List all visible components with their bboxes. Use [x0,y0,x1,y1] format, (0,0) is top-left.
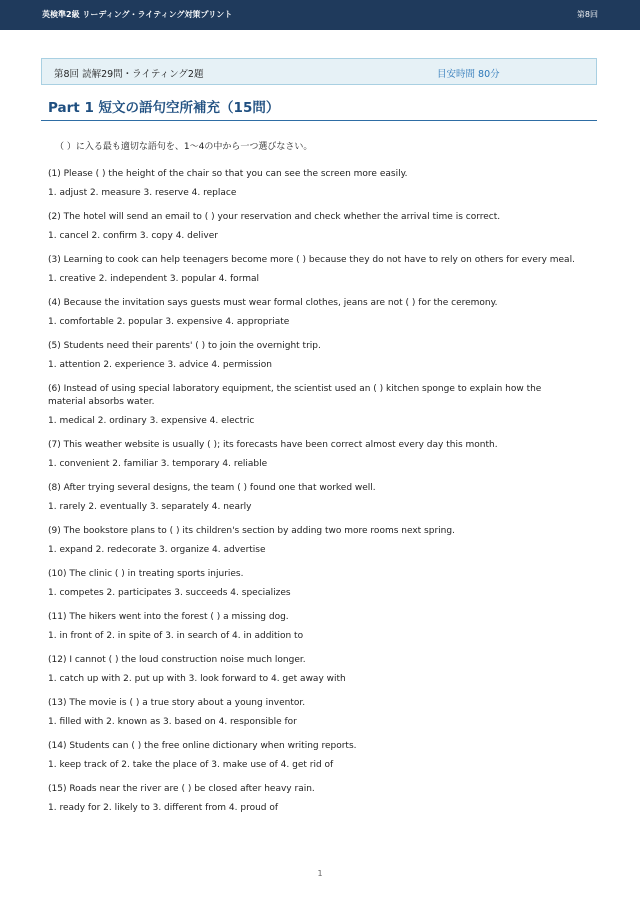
question-options: 1. filled with 2. known as 3. based on 4. responsible for [48,717,297,727]
question-item [48,525,578,557]
question-item [48,168,578,200]
question-item [48,340,578,372]
question-item [48,654,578,686]
part-title: Part 1 短文の語句空所補充（15問） [48,100,280,116]
question-text: (3) Learning to cook can help teenagers become more ( ) because they do not have to rely on others for every meal. [48,255,575,265]
question-options: 1. ready for 2. likely to 3. different from 4. proud of [48,803,279,813]
question-item [48,211,578,243]
question-text: (5) Students need their parents' ( ) to join the overnight trip. [48,341,321,351]
question-options: 1. catch up with 2. put up with 3. look forward to 4. get away with [48,674,346,684]
question-options: 1. adjust 2. measure 3. reserve 4. replace [48,188,237,198]
question-text: (4) Because the invitation says guests must wear formal clothes, jeans are not ( ) for the ceremony. [48,298,498,308]
question-text: (12) I cannot ( ) the loud construction noise much longer. [48,655,306,665]
question-item [48,383,578,428]
question-options: 1. comfortable 2. popular 3. expensive 4. appropriate [48,317,290,327]
question-options: 1. attention 2. experience 3. advice 4. permission [48,360,272,370]
question-text: (10) The clinic ( ) in treating sports injuries. [48,569,244,579]
top-header-bar [0,0,640,30]
question-text: (9) The bookstore plans to ( ) its children's section by adding two more rooms next spring. [48,526,455,536]
question-text: (8) After trying several designs, the team ( ) found one that worked well. [48,483,376,493]
question-item [48,439,578,471]
question-item [48,482,578,514]
question-text: (14) Students can ( ) the free online dictionary when writing reports. [48,741,357,751]
question-item [48,783,578,815]
question-item [48,611,578,643]
question-text: (13) The movie is ( ) a true story about a young inventor. [48,698,306,708]
page-number: 1 [317,869,323,878]
question-text: (11) The hikers went into the forest ( ) a missing dog. [48,612,289,622]
question-options: 1. medical 2. ordinary 3. expensive 4. electric [48,416,255,426]
info-box [41,58,597,85]
question-item [48,697,578,729]
instruction-text: （ ）に入る最も適切な語句を、1〜4の中から一つ選びなさい。 [55,142,313,152]
question-options: 1. cancel 2. confirm 3. copy 4. deliver [48,231,218,241]
question-item [48,740,578,772]
question-options: 1. convenient 2. familiar 3. temporary 4. reliable [48,459,268,469]
question-options: 1. expand 2. redecorate 3. organize 4. advertise [48,545,266,555]
question-text: (15) Roads near the river are ( ) be closed after heavy rain. [48,784,315,794]
question-options: 1. keep track of 2. take the place of 3. make use of 4. get rid of [48,760,334,770]
question-text: (7) This weather website is usually ( ); its forecasts have been correct almost every day this month. [48,440,498,450]
question-text: (2) The hotel will send an email to ( ) your reservation and check whether the arrival time is correct. [48,212,501,222]
question-item [48,568,578,600]
question-item [48,254,578,286]
question-item [48,297,578,329]
question-options: 1. rarely 2. eventually 3. separately 4. nearly [48,502,252,512]
print-title: 英検準2級 リーディング・ライティング対策プリント [42,10,233,19]
question-list [48,168,578,826]
info-time: 目安時間 80分 [437,69,500,80]
question-text: (1) Please ( ) the height of the chair so that you can see the screen more easily. [48,169,408,179]
title-divider [41,120,597,121]
question-options: 1. competes 2. participates 3. succeeds 4. specializes [48,588,291,598]
round-label: 第8回 [576,10,598,19]
question-options: 1. creative 2. independent 3. popular 4. formal [48,274,260,284]
info-summary: 第8回 読解29問・ライティング2題 [54,69,204,80]
question-options: 1. in front of 2. in spite of 3. in search of 4. in addition to [48,631,304,641]
question-text: (6) Instead of using special laboratory equipment, the scientist used an ( ) kitchen sponge to explain how the material absorbs water. [48,384,542,407]
